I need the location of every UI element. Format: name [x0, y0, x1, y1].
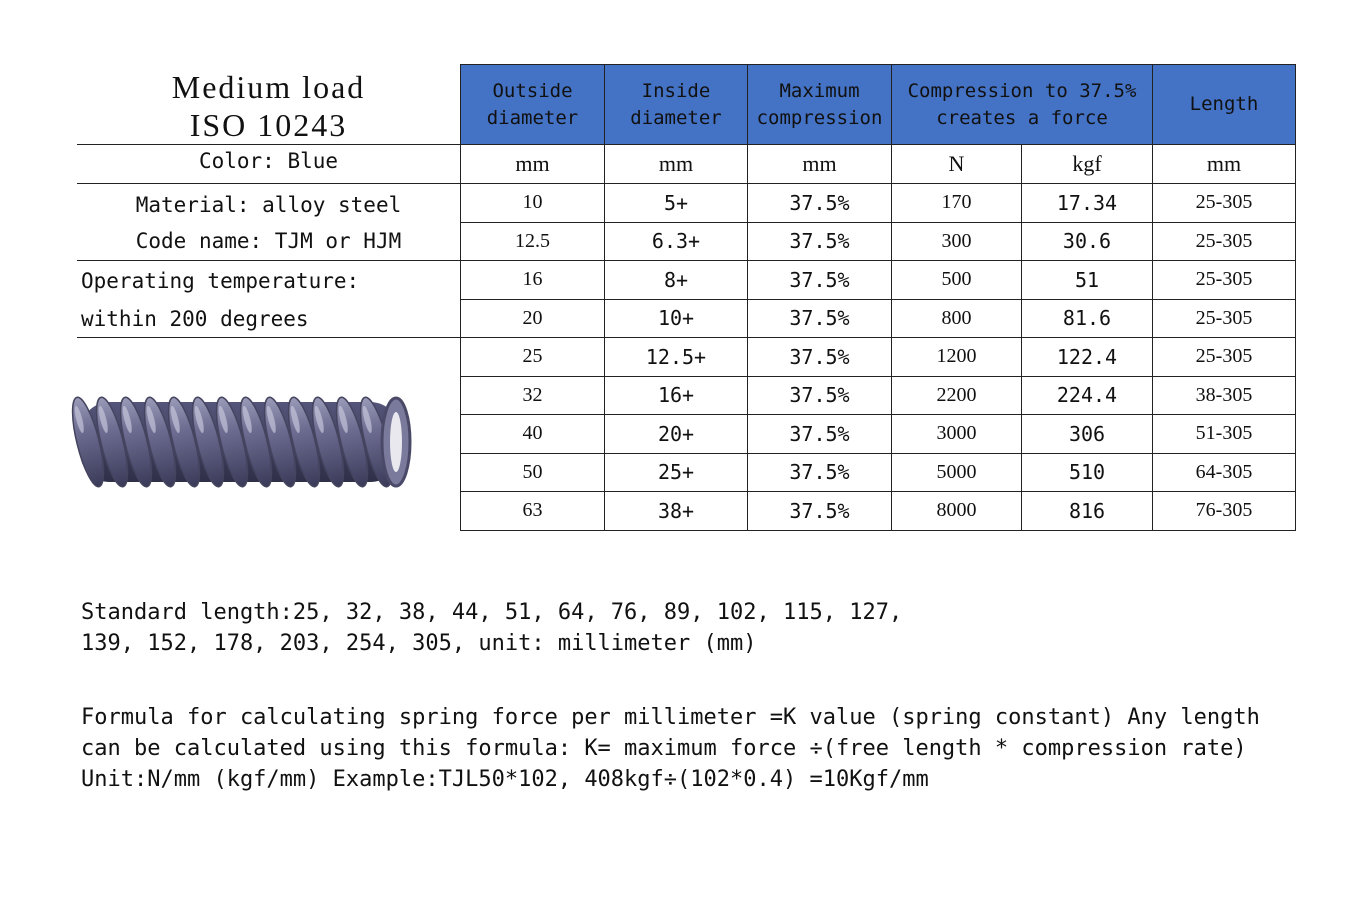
- table-cell: 37.5%: [748, 222, 892, 261]
- color-label: Color: Blue: [77, 145, 460, 184]
- table-units-row: [461, 145, 1296, 184]
- table-row: [461, 453, 1296, 492]
- table-cell: 17.34: [1022, 184, 1153, 223]
- table-cell: 64-305: [1153, 453, 1296, 492]
- table-cell: 37.5%: [748, 338, 892, 377]
- table-cell: 37.5%: [748, 492, 892, 531]
- table-cell: 10: [461, 184, 605, 223]
- table-cell: 51: [1022, 261, 1153, 300]
- spring-spec-table: [460, 64, 1296, 531]
- table-cell: 51-305: [1153, 415, 1296, 454]
- table-row: [461, 299, 1296, 338]
- table-row: [461, 338, 1296, 377]
- table-cell: 25-305: [1153, 261, 1296, 300]
- title-standard: ISO 10243: [189, 107, 348, 143]
- table-row: [461, 261, 1296, 300]
- table-cell: 12.5: [461, 222, 605, 261]
- table-cell: 500: [892, 261, 1022, 300]
- table-cell: 1200: [892, 338, 1022, 377]
- table-cell: 37.5%: [748, 261, 892, 300]
- header-inside-diameter: Inside diameter: [605, 65, 748, 145]
- table-header-row: [461, 65, 1296, 145]
- table-cell: 224.4: [1022, 376, 1153, 415]
- table-cell: 37.5%: [748, 376, 892, 415]
- table-cell: 10+: [605, 299, 748, 338]
- table-cell: 81.6: [1022, 299, 1153, 338]
- table-cell: 20: [461, 299, 605, 338]
- table-cell: 3000: [892, 415, 1022, 454]
- spring-info-panel: [77, 64, 460, 338]
- header-maximum-compression: Maximum compression: [748, 65, 892, 145]
- code-name-label: Code name: TJM or HJM: [77, 222, 460, 261]
- operating-temperature-value: within 200 degrees: [77, 299, 460, 338]
- unit-cell: N: [892, 145, 1022, 184]
- table-cell: 5000: [892, 453, 1022, 492]
- table-row: [461, 184, 1296, 223]
- table-cell: 306: [1022, 415, 1153, 454]
- table-cell: 30.6: [1022, 222, 1153, 261]
- blue-die-spring-icon: [66, 388, 416, 493]
- table-cell: 5+: [605, 184, 748, 223]
- table-cell: 38+: [605, 492, 748, 531]
- table-cell: 63: [461, 492, 605, 531]
- header-outside-diameter: Outside diameter: [461, 65, 605, 145]
- table-cell: 12.5+: [605, 338, 748, 377]
- material-label: Material: alloy steel: [135, 193, 402, 217]
- table-row: [461, 376, 1296, 415]
- table-cell: 25-305: [1153, 338, 1296, 377]
- table-cell: 37.5%: [748, 453, 892, 492]
- table-cell: 16: [461, 261, 605, 300]
- table-cell: 37.5%: [748, 299, 892, 338]
- unit-cell: kgf: [1022, 145, 1153, 184]
- table-cell: 510: [1022, 453, 1153, 492]
- table-cell: 800: [892, 299, 1022, 338]
- header-compression-force: Compression to 37.5% creates a force: [892, 65, 1153, 145]
- table-cell: 122.4: [1022, 338, 1153, 377]
- unit-cell: mm: [748, 145, 892, 184]
- table-row: [461, 222, 1296, 261]
- table-cell: 300: [892, 222, 1022, 261]
- formula-text: Formula for calculating spring force per millimeter =K value (spring constant) Any length can be calculated using this formula: K= maximum force ÷(free length * compression rate) Unit:N/mm (kgf/mm) Example:TJL50*102, 408kgf÷(102*0.4) =10Kgf/mm: [81, 705, 1260, 792]
- table-cell: 76-305: [1153, 492, 1296, 531]
- unit-cell: mm: [605, 145, 748, 184]
- table-cell: 25: [461, 338, 605, 377]
- table-cell: 2200: [892, 376, 1022, 415]
- title-block: [77, 64, 460, 145]
- unit-cell: mm: [461, 145, 605, 184]
- header-length: Length: [1153, 65, 1296, 145]
- table-cell: 8000: [892, 492, 1022, 531]
- table-cell: 32: [461, 376, 605, 415]
- table-cell: 37.5%: [748, 184, 892, 223]
- table-cell: 170: [892, 184, 1022, 223]
- table-cell: 38-305: [1153, 376, 1296, 415]
- table-cell: 8+: [605, 261, 748, 300]
- table-cell: 40: [461, 415, 605, 454]
- table-cell: 816: [1022, 492, 1153, 531]
- table-cell: 16+: [605, 376, 748, 415]
- table-row: [461, 492, 1296, 531]
- table-cell: 25-305: [1153, 184, 1296, 223]
- table-cell: 6.3+: [605, 222, 748, 261]
- table-cell: 20+: [605, 415, 748, 454]
- table-cell: 25-305: [1153, 299, 1296, 338]
- standard-length-text: Standard length:25, 32, 38, 44, 51, 64, 76, 89, 102, 115, 127, 139, 152, 178, 203, 254, 305, unit: millimeter (mm): [81, 600, 903, 656]
- unit-cell: mm: [1153, 145, 1296, 184]
- table-cell: 37.5%: [748, 415, 892, 454]
- table-row: [461, 415, 1296, 454]
- title-load-type: Medium load: [171, 69, 366, 105]
- operating-temperature-label: Operating temperature:: [81, 269, 360, 293]
- table-cell: 25+: [605, 453, 748, 492]
- table-cell: 50: [461, 453, 605, 492]
- table-cell: 25-305: [1153, 222, 1296, 261]
